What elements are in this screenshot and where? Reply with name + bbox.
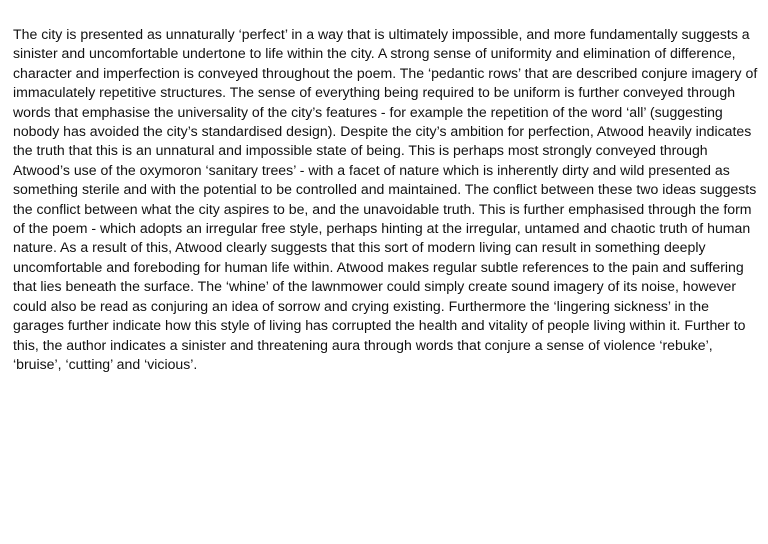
essay-paragraph: The city is presented as unnaturally ‘perfect’ in a way that is ultimately impossible, and more fundamentally suggests a sinister and uncomfortable undertone to life within the city. A strong sense of uniformity and elimination of difference, character and imperfection is conveyed throughout the poem. The ‘pedantic rows’ that are described conjure imagery of immaculately repetitive structures. The sense of everything being required to be uniform is further conveyed through words that emphasise the universality of the city’s features - for example the repetition of the word ‘all’ (suggesting nobody has avoided the city’s standardised design). Despite the city’s ambition for perfection, Atwood heavily indicates the truth that this is an unnatural and impossible state of being. This is perhaps most strongly conveyed through Atwood’s use of the oxymoron ‘sanitary trees’ - with a facet of nature which is inherently dirty and wild presented as something sterile and with the potential to be controlled and maintained. The conflict between these two ideas suggests the conflict between what the city aspires to be, and the unavoidable truth. This is further emphasised through the form of the poem - which adopts an irregular free style, perhaps hinting at the irregular, untamed and chaotic truth of human nature. As a result of this, Atwood clearly suggests that this sort of modern living can result in something deeply uncomfortable and foreboding for human life within. Atwood makes regular subtle references to the pain and suffering that lies beneath the surface. The ‘whine’ of the lawnmower could simply create sound imagery of its noise, however could also be read as conjuring an idea of sorrow and crying existing. Furthermore the ‘lingering sickness’ in the garages further indicate how this style of living has corrupted the health and vitality of people living within it. Further to this, the author indicates a sinister and threatening aura through words that conjure a sense of violence ‘rebuke’, ‘bruise’, ‘cutting’ and ‘vicious’. bbox=[13, 26, 758, 372]
document-body bbox=[13, 25, 758, 374]
